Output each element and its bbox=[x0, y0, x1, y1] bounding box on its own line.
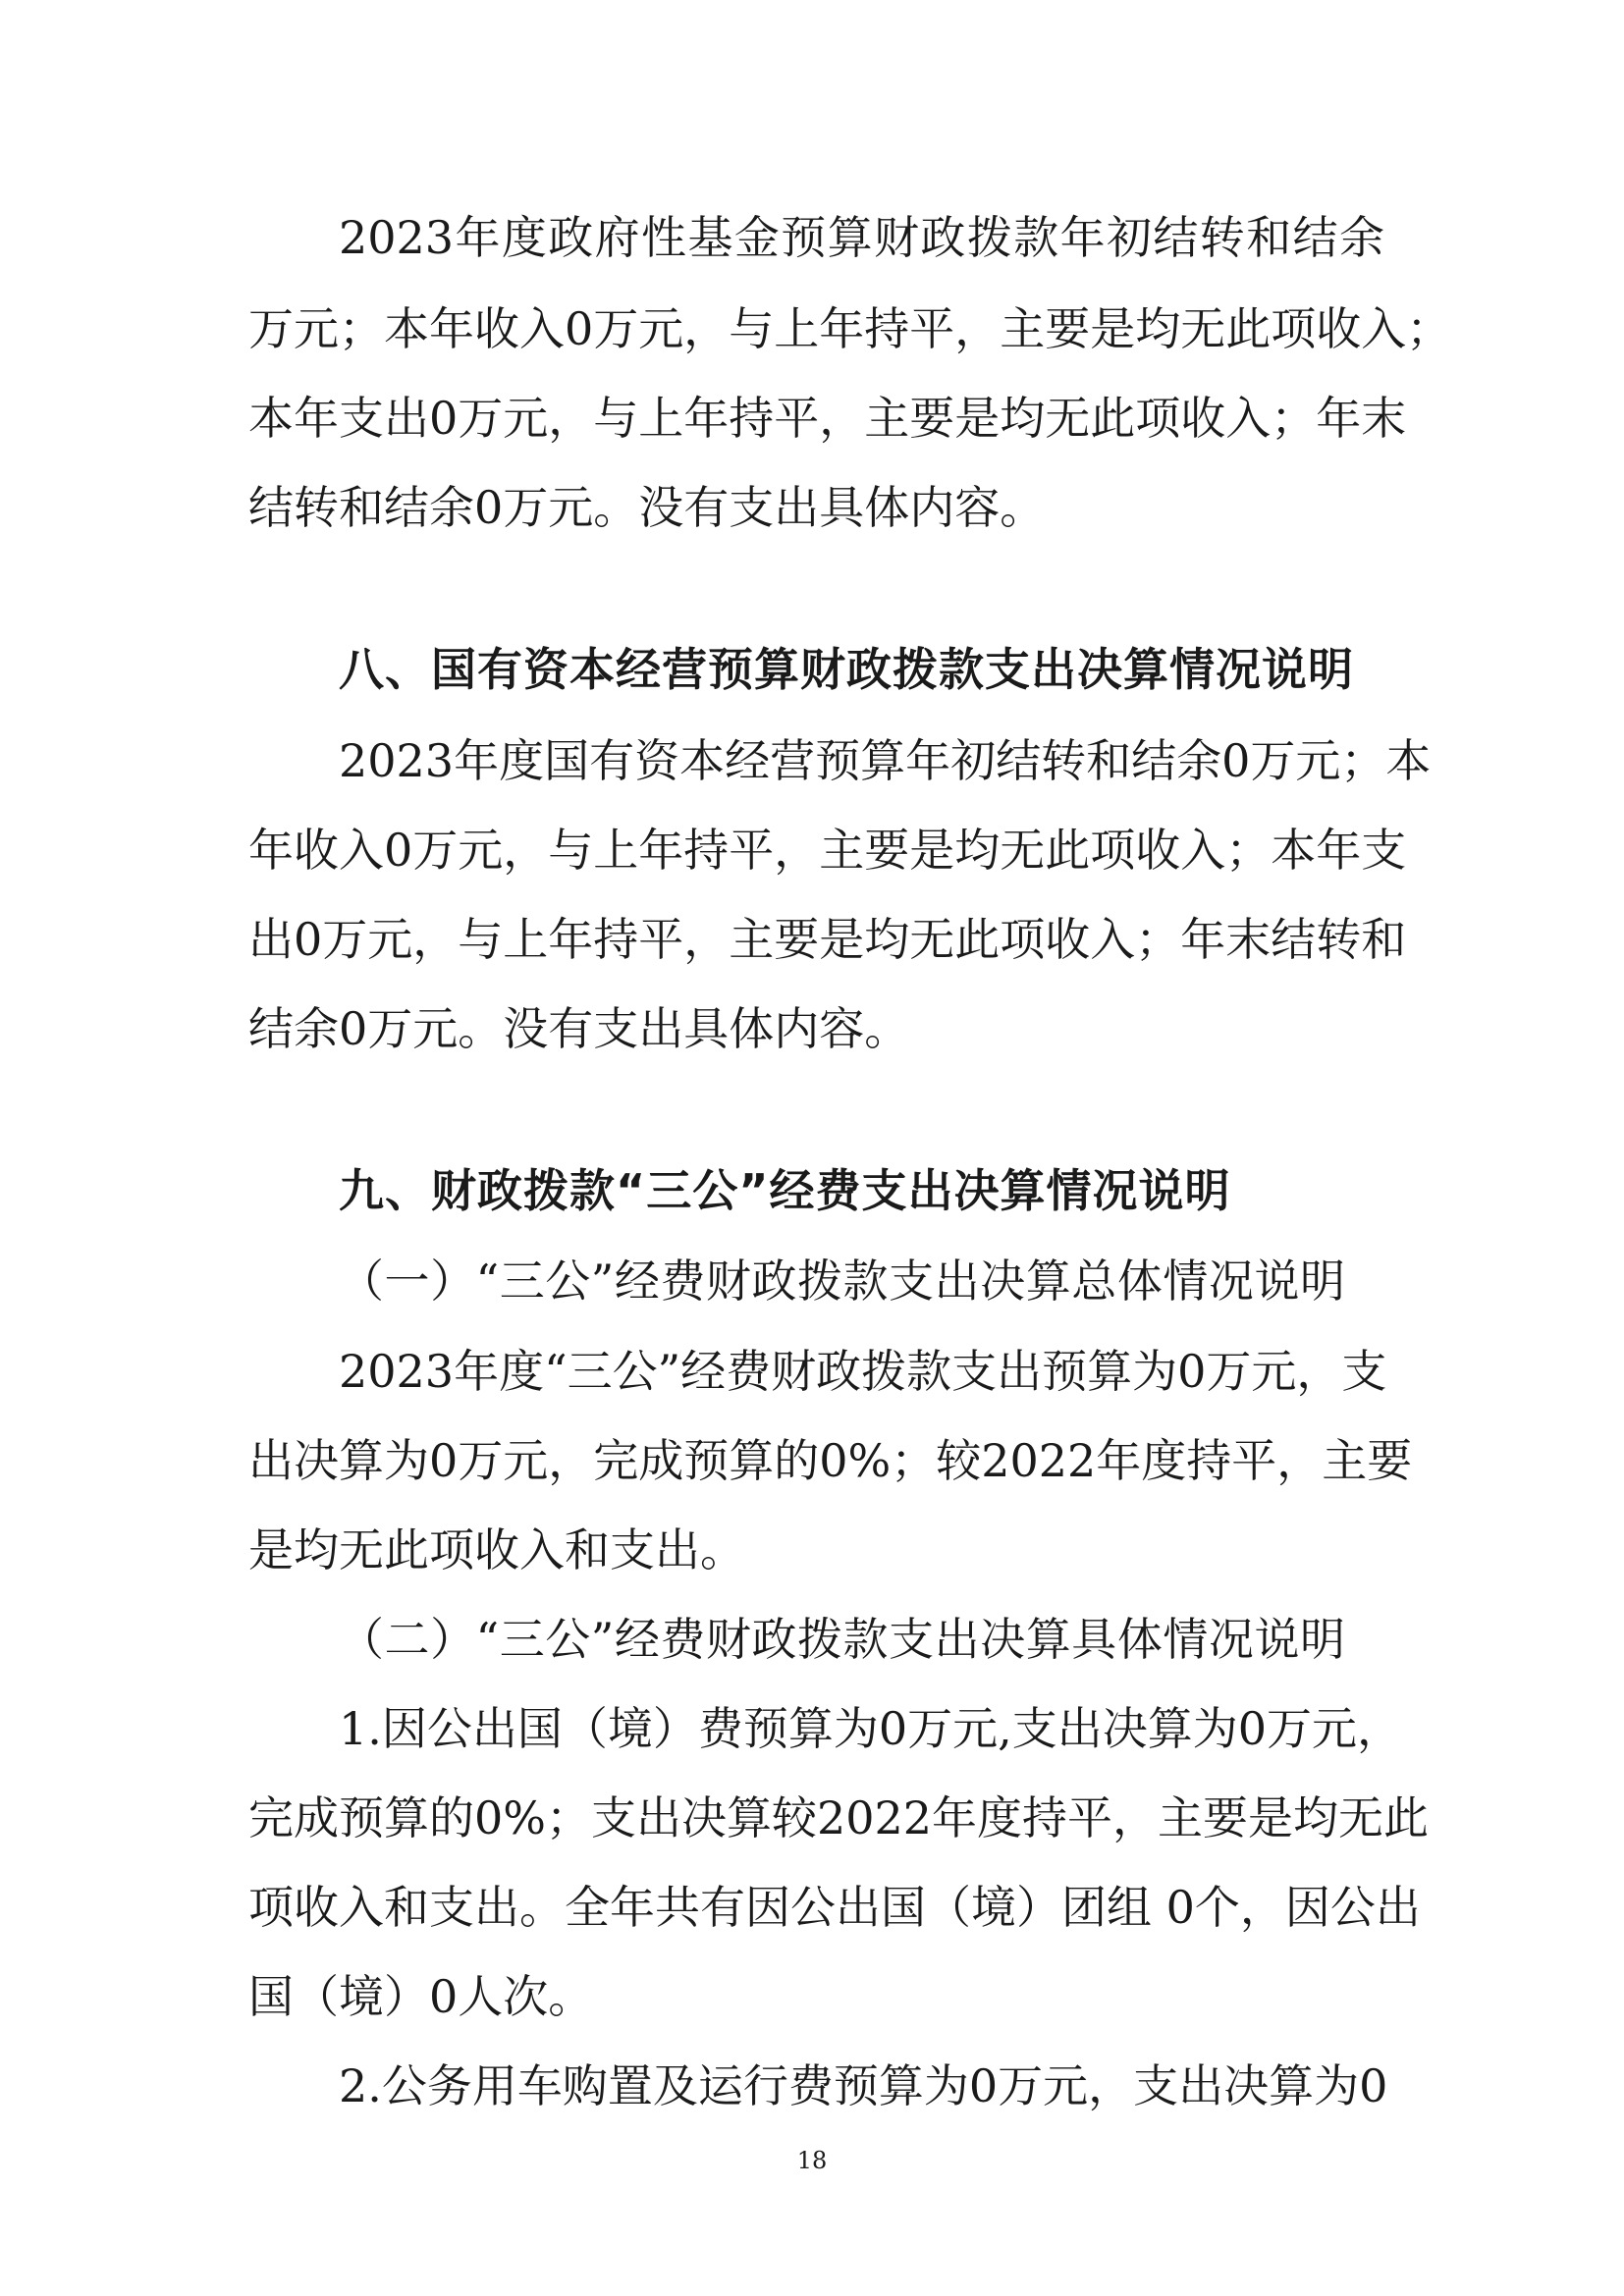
text-line: 2023年度政府性基金预算财政拨款年初结转和结余 bbox=[339, 211, 1384, 264]
text-line: 国（境）0人次。 bbox=[248, 1970, 594, 2023]
text-line: 年收入0万元，与上年持平，主要是均无此项收入；本年支 bbox=[248, 824, 1407, 877]
text-line: 本年支出0万元，与上年持平，主要是均无此项收入；年末 bbox=[248, 392, 1407, 445]
text-line: 2023年度国有资本经营预算年初结转和结余0万元；本 bbox=[339, 734, 1432, 787]
text-line: 完成预算的0%；支出决算较2022年度持平，主要是均无此 bbox=[248, 1791, 1430, 1844]
section-heading-8: 八、国有资本经营预算财政拨款支出决算情况说明 bbox=[339, 643, 1354, 696]
section-heading-9: 九、财政拨款“三公”经费支出决算情况说明 bbox=[339, 1164, 1231, 1217]
text-line: 是均无此项收入和支出。 bbox=[248, 1523, 745, 1576]
subheading-overall: （一）“三公”经费财政拨款支出决算总体情况说明 bbox=[339, 1255, 1345, 1308]
subheading-detail: （二）“三公”经费财政拨款支出决算具体情况说明 bbox=[339, 1613, 1345, 1666]
page-number: 18 bbox=[796, 2147, 828, 2174]
text-line: 出0万元，与上年持平，主要是均无此项收入；年末结转和 bbox=[248, 913, 1407, 966]
text-line: 1.因公出国（境）费预算为0万元,支出决算为0万元， bbox=[339, 1702, 1403, 1755]
text-line: 项收入和支出。全年共有因公出国（境）团组 0个，因公出 bbox=[248, 1881, 1421, 1934]
text-line: 2.公务用车购置及运行费预算为0万元，支出决算为0 bbox=[339, 2059, 1388, 2112]
text-line: 2023年度“三公”经费财政拨款支出预算为0万元，支 bbox=[339, 1345, 1387, 1398]
text-line: 结转和结余0万元。没有支出具体内容。 bbox=[248, 481, 1046, 534]
text-line: 万元；本年收入0万元，与上年持平，主要是均无此项收入； bbox=[248, 302, 1452, 355]
text-line: 结余0万元。没有支出具体内容。 bbox=[248, 1002, 910, 1055]
text-line: 出决算为0万元，完成预算的0%；较2022年度持平，主要 bbox=[248, 1434, 1413, 1487]
